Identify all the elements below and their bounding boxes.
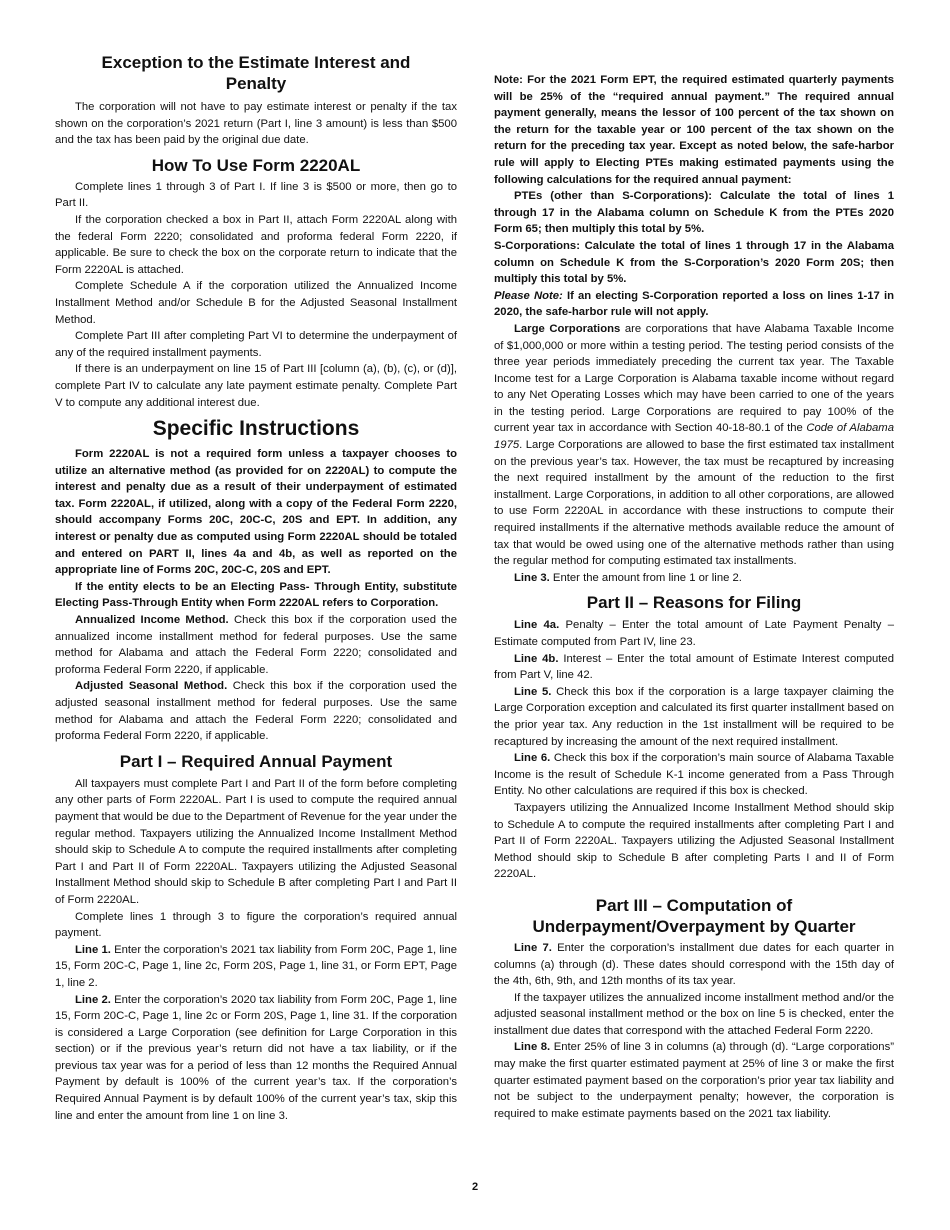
ptes-bold-paragraph: PTEs (other than S-Corporations): Calculate the total of lines 1 through 17 in the Alabama column on Schedule K from the PTEs 2020 Form 65; then multiply this total by 5%. — [494, 190, 894, 236]
large-text-a: are corporations that have Alabama Taxable Income of $1,000,000 or more within a testing period. The testing period consists of the three year periods immediately preceding the current tax year. The Taxable Income test for a Large Corporation is Alabama taxable income without regard to any Net Operating Losses which may have been carried to one of the years in the testing period. Large Corporations are required to pay 100% of the current year tax in accordance with Section 40-18-80.1 of the — [494, 322, 894, 435]
line4a-text: Penalty – Enter the total amount of Late Payment Penalty – Estimate computed from Part IV, line 23. — [494, 619, 894, 648]
line3-paragraph — [494, 570, 894, 587]
line4a-lead: Line 4a. — [514, 619, 560, 632]
exception-paragraph: The corporation will not have to pay estimate interest or penalty if the tax shown on the corporation’s 2021 return (Part I, line 3 amount) is less than $500 and the tax has been paid by the original due date. — [55, 101, 457, 147]
annualized-paragraph — [55, 612, 457, 678]
annualized-lead: Annualized Income Method. — [75, 614, 229, 627]
scorp-bold-paragraph: S-Corporations: Calculate the total of lines 1 through 17 in the Alabama column on Schedule K from the S-Corporation’s 2020 Form 20S; then multiply this total by 5%. — [494, 239, 894, 286]
part1-p2: Complete lines 1 through 3 to figure the corporation’s required annual payment. — [55, 910, 457, 940]
line8-paragraph — [494, 1039, 894, 1122]
large-text-b: . Large Corporations are allowed to base the first estimated tax installment on the previous year’s tax. However, the tax must be recaptured by increasing the next required installment by the amount of the reduction to the first installment. Large Corporations, in addition to all other corporations, are allowed to use Form 2220AL in accordance with these instructions to compute their required installments if the alternative methods available reduce the amount of tax that would be owed using one of the alternative methods rather than using the regular method for computing estimated tax installments. — [494, 439, 895, 568]
seasonal-paragraph — [55, 678, 457, 744]
line1-paragraph — [55, 942, 457, 992]
please-note-lead: Please Note: — [494, 289, 563, 302]
line6-lead: Line 6. — [514, 752, 551, 765]
line2-paragraph — [55, 992, 457, 1125]
page-number: 2 — [471, 1181, 479, 1193]
annualized-text: Check this box if the corporation used the annualized income installment method for federal purposes. Use the same method for Alabama and attach the Federal Form 2220; consolidated and proforma Federal Form 2220, if applicable. — [55, 614, 457, 676]
line5-text: Check this box if the corporation is a large taxpayer claiming the Large Corporation exception and calculated its first quarter installment based on the prior year tax. Any reduction in the 1st installment will be required to be recaptured by increasing the amount of the next required installment. — [494, 685, 895, 748]
note-bold-paragraph: Note: For the 2021 Form EPT, the required estimated quarterly payments will be 25% of the “required annual payment.” The required annual payment generally, means the lessor of 100 percent of the tax shown on the return for the taxable year or 100 percent of the tax shown on the return for the preceding tax year. Except as noted below, the safe-harbor rule will apply to Electing PTEs making estimated payments using the following calculations for the required annual payment: — [494, 74, 894, 186]
left-column — [55, 52, 457, 1124]
line1-lead: Line 1. — [75, 943, 111, 956]
line4a-paragraph — [494, 617, 894, 650]
part3-paragraph: If the taxpayer utilizes the annualized income installment method and/or the adjusted seasonal installment method or the box on line 5 is checked, enter the installment due dates that correspond with the attached Federal Form 2220. — [494, 991, 894, 1037]
heading-exception: Exception to the Estimate Interest and Penalty — [101, 53, 411, 93]
specific-bold-p2: If the entity elects to be an Electing Pass- Through Entity, substitute Electing Pass-Through Entity when Form 2220AL refers to Corporation. — [55, 580, 457, 610]
seasonal-lead: Adjusted Seasonal Method. — [75, 680, 228, 693]
code-of-alabama: Code of Alabama 1975 — [494, 422, 894, 452]
please-note-text: If an electing S-Corporation reported a loss on lines 1-17 in 2020, the safe-harbor rule will not apply. — [494, 289, 895, 319]
heading-part-1: Part I – Required Annual Payment — [119, 751, 393, 771]
large-lead: Large Corporations — [514, 322, 621, 335]
part1-p1: All taxpayers must complete Part I and Part II of the form before completing any other parts of Form 2220AL. Part I is used to compute the required annual payment that would be due to the Department of Revenue for the year under the regular method. Taxpayers utilizing the Annualized Income Installment Method should skip to Schedule A to compute the required installments after completing Part I and Part II of Form 2220AL. Taxpayers utilizing the Adjusted Seasonal Installment Method should skip to Schedule B after completing Part I and Part II of Form 2220AL. — [55, 777, 457, 906]
line1-text: Enter the corporation’s 2021 tax liability from Form 20C, Page 1, line 15, Form 20C-C, Page 1, line 2c, Form 20S, Page 1, line 31, or Form EPT, Page 1, line 2. — [55, 943, 457, 989]
line5-paragraph — [494, 684, 894, 750]
specific-bold-p1: Form 2220AL is not a required form unless a taxpayer chooses to utilize an alternative method (as provided for on 2220AL) to compute the interest and penalty due as a result of their underpayment of estimated tax. Form 2220AL, if utilized, along with a copy of the Federal Form 2220, should accompany Forms 20C, 20C-C, 20S and EPT. In addition, any interest or penalty due as computed using Form 2220AL should be totaled and entered on PART II, lines 4a and 4b, as well as reported on the appropriate line of Forms 20C, 20C-C, 20S and EPT. — [55, 448, 457, 577]
howto-p5: If there is an underpayment on line 15 of Part III [column (a), (b), (c), or (d)], complete Part IV to calculate any late payment estimate penalty. Complete Part V to compute any additional interest due. — [55, 363, 457, 409]
right-column — [494, 72, 894, 1122]
howto-p4: Complete Part III after completing Part VI to determine the underpayment of any of the required installment payments. — [55, 330, 457, 359]
seasonal-text: Check this box if the corporation used the adjusted seasonal installment method for federal purposes. Use the same method for Alabama and attach the Federal Form 2220; consolidated and proforma Federal Form 2220, if applicable. — [55, 680, 457, 743]
part3-heading-line2: Underpayment/Overpayment by Quarter — [532, 916, 856, 936]
howto-p1: Complete lines 1 through 3 of Part I. If line 3 is $500 or more, then go to Part II. — [55, 180, 457, 210]
line5-lead: Line 5. — [514, 685, 552, 698]
howto-p2: If the corporation checked a box in Part II, attach Form 2220AL along with the federal Form 2220; consolidated and proforma federal Form 2220, if applicable. Be sure to check the box on the corporate return to indicate that the Form 2220AL is attached. — [55, 213, 457, 276]
line8-lead: Line 8. — [514, 1041, 551, 1054]
line6-text: Check this box if the corporation’s main source of Alabama Taxable Income is the result of Schedule K-1 income generated from a Pass Through Entity. No other calculations are required if this box is checked. — [494, 752, 894, 798]
line3-lead: Line 3. — [514, 571, 550, 584]
line7-paragraph — [494, 940, 894, 990]
line3-text: Enter the amount from line 1 or line 2. — [549, 571, 742, 584]
line7-lead: Line 7. — [514, 941, 552, 954]
line6-paragraph — [494, 750, 894, 800]
heading-specific-instructions: Specific Instructions — [152, 417, 360, 441]
please-note-paragraph — [494, 288, 894, 321]
line2-lead: Line 2. — [75, 993, 111, 1006]
line4b-text: Interest – Enter the total amount of Estimate Interest computed from Part V, line 42. — [494, 652, 894, 682]
howto-p3: Complete Schedule A if the corporation utilized the Annualized Income Installment Method and/or Schedule B for the Adjusted Seasonal Installment Method. — [55, 280, 457, 326]
line4b-lead: Line 4b. — [514, 652, 559, 665]
heading-part-2: Part II – Reasons for Filing — [586, 593, 802, 613]
line8-text: Enter 25% of line 3 in columns (a) through (d). “Large corporations” may make the first quarter estimated payment at 25% of line 3 or make the first quarter estimated payment based on the corporation’s prior year tax liability and not be subject to the underpayment penalty; however, the corporation is required to make estimate payments based on the 2021 tax liability. — [494, 1041, 894, 1120]
heading-how-to-use: How To Use Form 2220AL — [151, 155, 361, 175]
heading-part-3 — [494, 895, 894, 937]
line4b-paragraph — [494, 651, 894, 684]
line2-text: Enter the corporation’s 2020 tax liability from Form 20C, Page 1, line 15, Form 20C-C, Page 1, line 2c or Form 20S, Page 1, line 31. If the corporation is considered a Large Corporation (see definition for Large Corporation in this section) or if the previous year’s return did not have a tax liability, or if the previous tax year was for a period of less than 12 months the Required Annual Payment by default is 100% of the current year’s tax. If the corporation’s Required Annual Payment is by default 100% of the current year’s tax, skip this line and enter the amount from line 1 on line 3. — [55, 993, 457, 1122]
part3-heading-line1: Part III – Computation of — [595, 895, 793, 915]
large-corporations-paragraph — [494, 321, 894, 570]
line7-text: Enter the corporation’s installment due dates for each quarter in columns (a) through (d). These dates should correspond with the 15th day of the 4th, 6th, 9th, and 12th months of its tax year. — [494, 941, 894, 988]
part2-paragraph: Taxpayers utilizing the Annualized Income Installment Method should skip to Schedule A to compute the required installments after completing Part I and Part II of Form 2220AL. Taxpayers utilizing the Adjusted Seasonal Installment Method should skip to Schedule B after completing Parts I and II of Form 2220AL. — [494, 801, 894, 881]
